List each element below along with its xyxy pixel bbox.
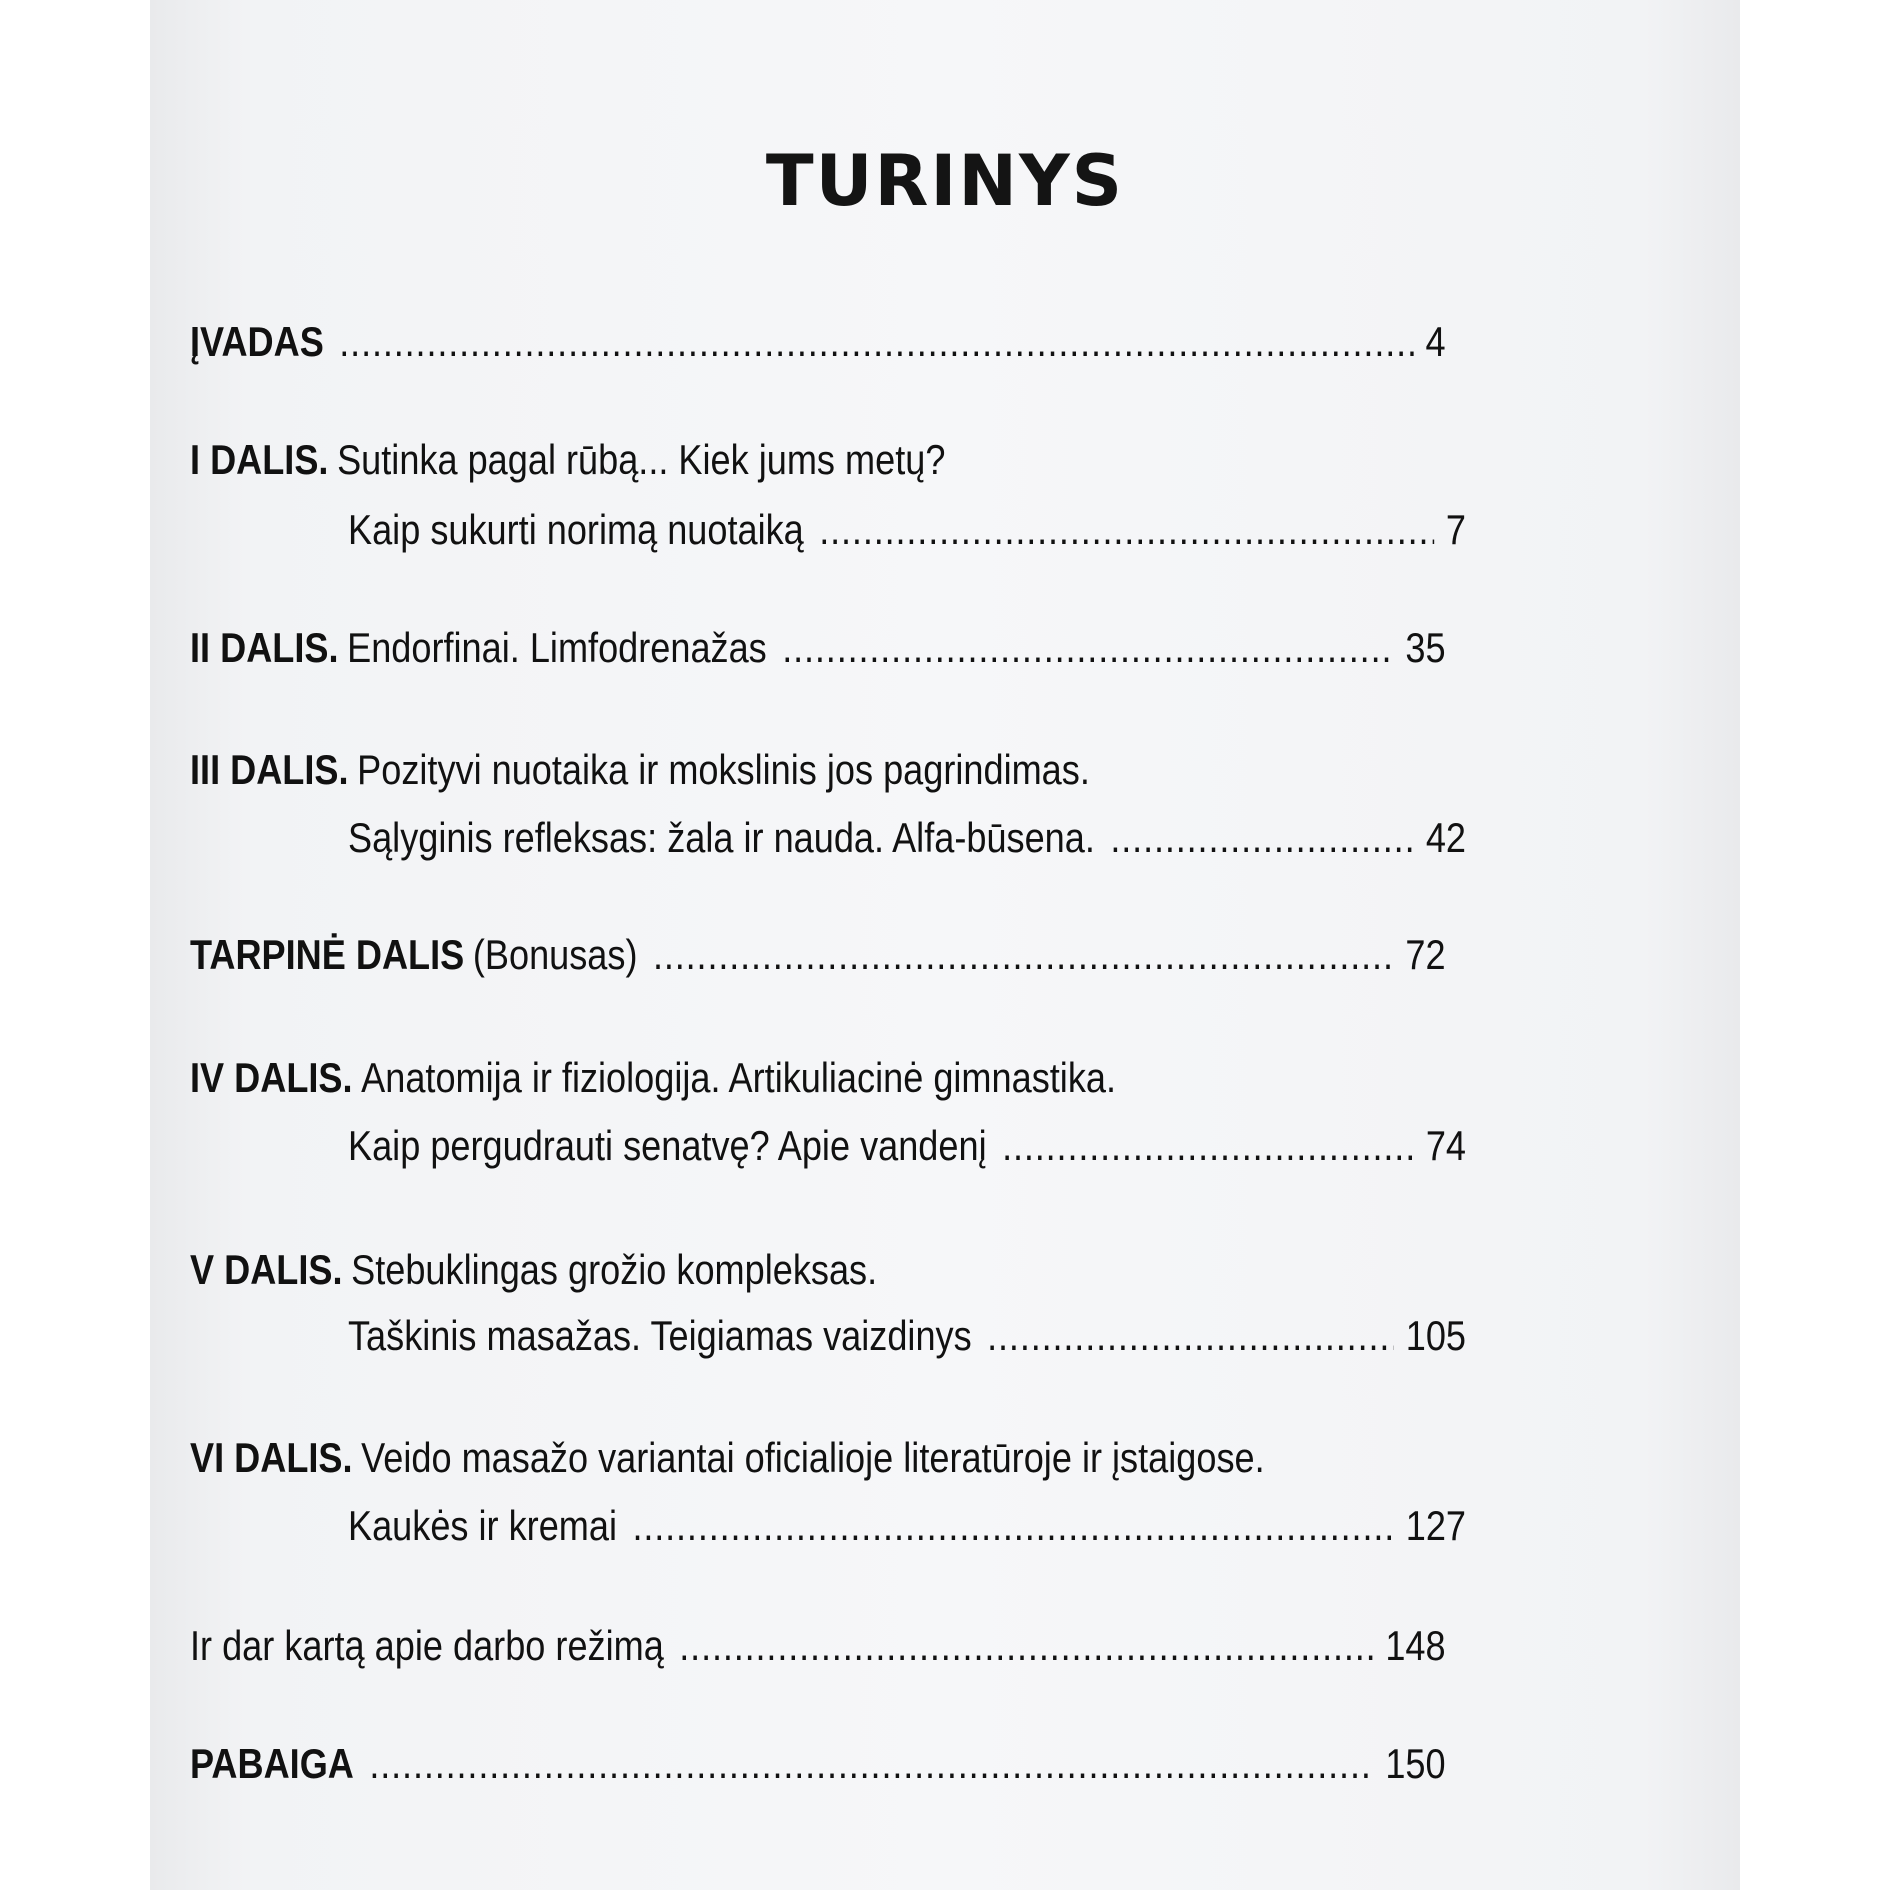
toc-title: Pozityvi nuotaika ir mokslinis jos pagrindimas. <box>357 746 1090 793</box>
toc-entry-iii-dalis-continued <box>348 808 1466 868</box>
toc-entry-iv-dalis-continued <box>348 1116 1466 1176</box>
toc-title: Veido masažo variantai oficialioje literatūroje ir įstaigose. <box>361 1434 1265 1481</box>
toc-page-number: 74 <box>1425 1122 1466 1169</box>
page-title: TURINYS <box>765 140 1125 222</box>
toc-title: (Bonusas) <box>472 931 638 978</box>
toc-label: TARPINĖ DALIS <box>190 931 465 978</box>
toc-entry-iv-dalis <box>190 1048 1446 1108</box>
toc-entry-i-dalis-continued <box>348 500 1466 560</box>
toc-title-continued: Kaip pergudrauti senatvę? Apie vandenį <box>348 1122 987 1169</box>
toc-label: II DALIS. <box>190 624 339 671</box>
toc-entry-vi-dalis-continued <box>348 1496 1466 1556</box>
toc-entry-v-dalis-continued <box>348 1306 1466 1366</box>
toc-label: PABAIGA <box>190 1740 354 1787</box>
dot-leader <box>819 500 1434 560</box>
dot-leader <box>369 1734 1373 1794</box>
toc-label: VI DALIS. <box>190 1434 353 1481</box>
toc-entry-vi-dalis <box>190 1428 1446 1488</box>
toc-entry-i-dalis <box>190 430 1446 490</box>
toc-title-continued: Taškinis masažas. Teigiamas vaizdinys <box>348 1312 972 1359</box>
toc-title: Anatomija ir fiziologija. Artikuliacinė gimnastika. <box>361 1054 1117 1101</box>
toc-entry-tarpine-dalis <box>190 925 1446 985</box>
toc-title-continued: Kaukės ir kremai <box>348 1502 617 1549</box>
toc-page-number: 72 <box>1405 931 1446 978</box>
toc-label: V DALIS. <box>190 1246 343 1293</box>
toc-entry-ii-dalis <box>190 618 1446 678</box>
dot-leader <box>679 1616 1373 1676</box>
toc-entry-ivadas <box>190 312 1446 372</box>
toc-entry-v-dalis <box>190 1240 1446 1300</box>
dot-leader <box>339 312 1413 372</box>
toc-entry-darbo-rezimas <box>190 1616 1446 1676</box>
toc-title: Ir dar kartą apie darbo režimą <box>190 1622 664 1669</box>
toc-title-continued: Sąlyginis refleksas: žala ir nauda. Alfa-būsena. <box>348 814 1095 861</box>
toc-page-number: 35 <box>1405 624 1446 671</box>
toc-entry-pabaiga <box>190 1734 1446 1794</box>
toc-page-number: 127 <box>1405 1502 1466 1549</box>
dot-leader <box>782 618 1393 678</box>
toc-page-number: 150 <box>1385 1740 1446 1787</box>
toc-label: ĮVADAS <box>190 318 324 365</box>
toc-page-number: 42 <box>1425 814 1466 861</box>
toc-title-continued: Kaip sukurti norimą nuotaiką <box>348 506 804 553</box>
toc-label: I DALIS. <box>190 436 329 483</box>
toc-label: IV DALIS. <box>190 1054 353 1101</box>
dot-leader <box>632 1496 1393 1556</box>
toc-page-number: 4 <box>1425 318 1446 365</box>
dot-leader <box>1110 808 1413 868</box>
dot-leader <box>987 1306 1394 1366</box>
toc-title: Endorfinai. Limfodrenažas <box>347 624 767 671</box>
toc-title: Stebuklingas grožio kompleksas. <box>351 1246 878 1293</box>
toc-entry-iii-dalis <box>190 740 1446 800</box>
toc-page-number: 148 <box>1385 1622 1446 1669</box>
dot-leader <box>653 925 1393 985</box>
dot-leader <box>1002 1116 1414 1176</box>
toc-page-number: 7 <box>1445 506 1466 553</box>
toc-page-number: 105 <box>1405 1312 1466 1359</box>
toc-title: Sutinka pagal rūbą... Kiek jums metų? <box>337 436 946 483</box>
toc-label: III DALIS. <box>190 746 349 793</box>
